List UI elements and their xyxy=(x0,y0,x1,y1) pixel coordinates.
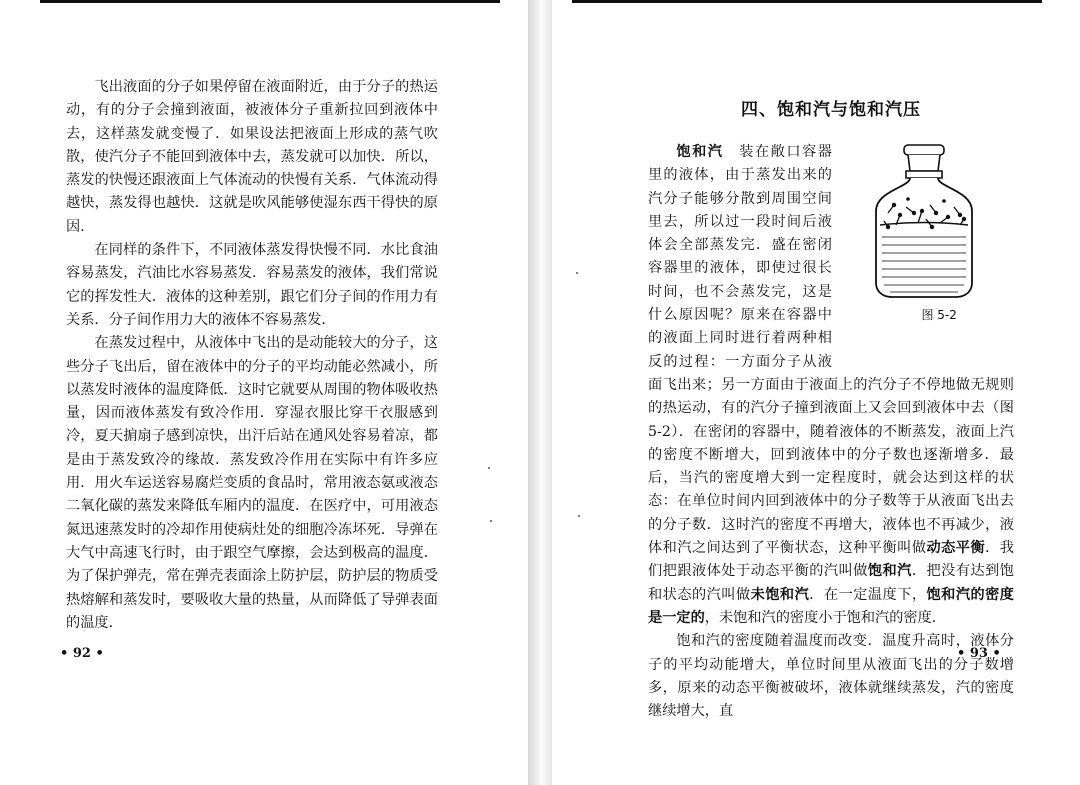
book-gutter xyxy=(528,0,552,785)
term-saturated-vapor: 饱和汽 xyxy=(676,144,724,160)
paragraph-body: ．我们把跟液体处于动态平衡的汽叫做 xyxy=(648,540,1014,580)
print-speck xyxy=(578,515,580,517)
figure-caption: 图 5-2 xyxy=(921,308,957,322)
sealed-bottle-illustration xyxy=(836,141,1014,326)
page-number: • 92 • xyxy=(60,646,104,661)
section-title: 四、饱和汽与饱和汽压 xyxy=(741,100,921,120)
term-dynamic-equilibrium: 动态平衡 xyxy=(926,540,986,557)
paragraph xyxy=(648,141,1014,630)
bold-claim: 饱和汽的密度是一定的 xyxy=(648,586,1014,626)
paragraph-body: 装在敞口容器里的液体，由于蒸发出来的汽分子能够分散到周围空间里去，所以过一段时间后液体会全部蒸发完．盛在密闭容器里的液体，即使过很长时间，也不会蒸发完，这是什么原因呢？原来在容器中的液面上同时进行着两种相反的过程：一方面分子从液面飞出来；另一方面由于液面上的汽分子不停地做无规则的热运动，有的汽分子撞到液面上又会回到液体中去（图5-2）．在密闭的容器中，随着液体的不断蒸发，液面上汽的密度不断增大，回到液体中的分子数也逐渐增多．最后，当汽的密度增大到一定程度时，就会达到这样的状态：在单位时间内回到液体中的分子数等于从液面飞出去的分子数．这时汽的密度不再增大，液体也不再减少，液体和汽之间达到了平衡状态，这种平衡叫做 xyxy=(648,144,1014,557)
print-speck xyxy=(490,520,492,522)
figure-5-2 xyxy=(836,141,1014,361)
left-page xyxy=(0,0,528,785)
top-rule xyxy=(572,0,1042,3)
right-page xyxy=(552,0,1080,785)
paragraph-body: ．在一定温度下， xyxy=(809,586,927,603)
paragraph: 饱和汽的密度随着温度而改变．温度升高时，液体分子的平均动能增大，单位时间里从液面飞出的分子数增多，原来的动态平衡被破坏，液体就继续蒸发，汽的密度继续增大，直 xyxy=(648,633,1014,720)
top-rule xyxy=(40,0,500,3)
paragraph: 飞出液面的分子如果停留在液面附近，由于分子的热运动，有的分子会撞到液面，被液体分子重新拉回到液体中去，这样蒸发就变慢了．如果设法把液面上形成的蒸气吹散，使汽分子不能回到液体中去，蒸发就可以加快．所以，蒸发的快慢还跟液面上气体流动的快慢有关系．气体流动得越快，蒸发得也越快．这就是吹风能够使湿东西干得快的原因． xyxy=(66,79,438,235)
page-number: • 93 • xyxy=(957,646,1001,661)
left-page-body xyxy=(66,76,438,635)
paragraph-body: ，未饱和汽的密度小于饱和汽的密度． xyxy=(704,609,946,626)
paragraph: 在同样的条件下，不同液体蒸发得快慢不同．水比食油容易蒸发，汽油比水容易蒸发．容易蒸发的液体，我们常说它的挥发性大．液体的这种差别，跟它们分子间的作用力有关系．分子间作用力大的液体不容易蒸发． xyxy=(66,242,438,328)
right-page-body xyxy=(648,141,1014,723)
paragraph: 在蒸发过程中，从液体中飞出的是动能较大的分子，这些分子飞出后，留在液体中的分子的平均动能必然减小，所以蒸发时液体的温度降低．这时它就要从周围的物体吸收热量，因而液体蒸发有致冷作用．穿湿衣服比穿干衣服感到冷，夏天掮扇子感到凉快，出汗后站在通风处容易着凉，都是由于蒸发致冷的缘故．蒸发致冷作用在实际中有许多应用．用火车运送容易腐烂变质的食品时，常用液态氨或液态二氧化碳的蒸发来降低车厢内的温度．在医疗中，可用液态氮迅速蒸发时的冷却作用使病灶处的细胞冷冻坏死．导弹在大气中高速飞行时，由于跟空气摩擦，会达到极高的温度．为了保护弹壳，常在弹壳表面涂上防护层，防护层的物质受热熔解和蒸发时，要吸收大量的热量，从而降低了导弹表面的温度． xyxy=(66,335,438,631)
term-saturated-vapor-inline: 饱和汽 xyxy=(867,563,912,580)
print-speck xyxy=(488,467,490,469)
paragraph-body: ．把没有达到饱和状态的汽叫做 xyxy=(648,563,1014,603)
term-unsaturated-vapor: 未饱和汽 xyxy=(750,586,810,603)
print-speck xyxy=(576,272,578,274)
